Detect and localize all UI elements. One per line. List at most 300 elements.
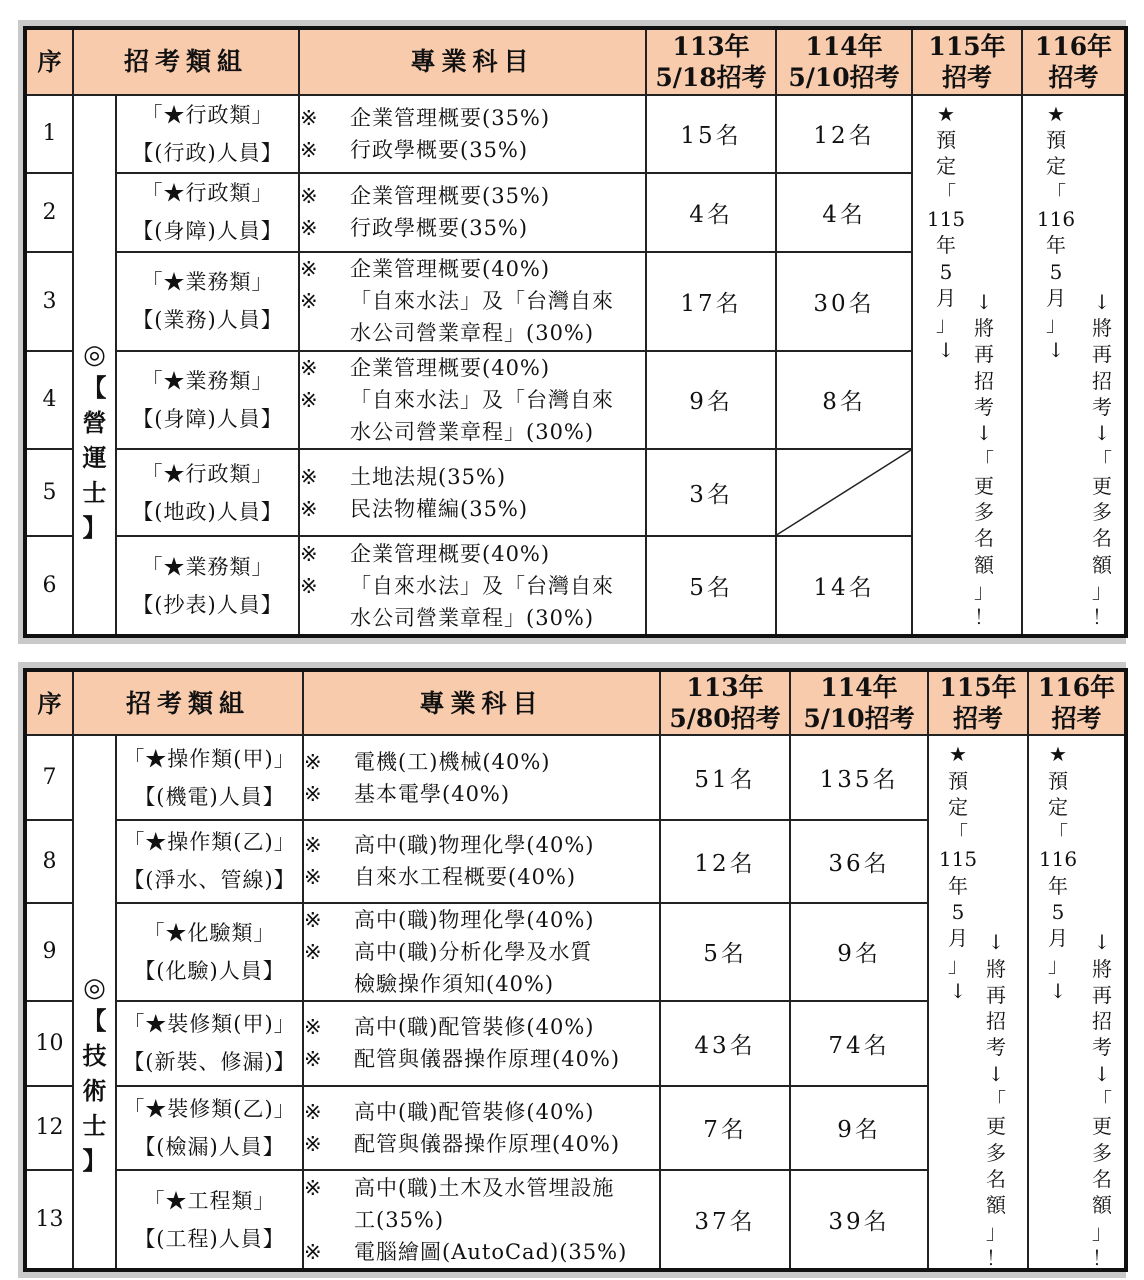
future-note-char-right: ！: [1092, 605, 1113, 630]
subject-line: [304, 1172, 659, 1204]
subject-line: [300, 461, 645, 493]
future-note-char-left: ★: [1047, 101, 1065, 126]
quota-114: 14名: [776, 536, 912, 636]
quota-114: 4名: [776, 173, 912, 252]
reference-mark: ※: [304, 781, 322, 806]
future-note-char-right: 多: [1092, 1140, 1113, 1165]
subject-text: 檢驗操作須知(40%): [354, 971, 555, 996]
future-note-char-right: 「: [974, 447, 995, 472]
subject-line: [304, 861, 659, 893]
group-cell: [116, 820, 303, 903]
future-note-char-right: 多: [986, 1140, 1007, 1165]
future-note-char-left: 」: [936, 312, 957, 337]
future-note-char-left: 年: [948, 873, 969, 898]
future-note-char-left: 定: [1046, 154, 1067, 179]
future-note-char-left: 預: [1048, 768, 1069, 793]
future-note: [913, 97, 1021, 633]
subject-line: [300, 102, 645, 134]
header-115-year: 115年: [928, 31, 1006, 61]
subject-text: 基本電學(40%): [354, 781, 511, 806]
future-note-char-right: 考: [1092, 394, 1113, 419]
subject-line: [304, 936, 659, 968]
future-note-char-right: 招: [986, 1009, 1007, 1034]
reference-mark: ※: [304, 1175, 322, 1200]
future-note-char-left: 定: [948, 794, 969, 819]
reference-mark: ※: [300, 355, 318, 380]
quota-113: 51名: [660, 735, 790, 820]
subject-line: [300, 602, 645, 634]
future-note-char-left: 年: [1048, 873, 1069, 898]
reference-mark: ※: [300, 105, 318, 130]
subjects-cell: [299, 252, 646, 351]
future-note-char-right: 名: [1092, 1166, 1113, 1191]
future-note-char-left: 預: [936, 128, 957, 153]
future-note-char-right: 考: [986, 1035, 1007, 1060]
header-115-year: 115年: [939, 673, 1017, 703]
exam-table-operations: [23, 26, 1128, 638]
subject-text: 民法物權編(35%): [350, 496, 529, 521]
subject-line: [300, 212, 645, 244]
group-role: 【(新裝、修漏)】: [123, 1050, 296, 1075]
future-note-char-right: 」: [1092, 1219, 1113, 1244]
header-113: [646, 28, 776, 95]
quota-113: 5名: [646, 536, 776, 636]
group-role: 【(地政)人員】: [132, 499, 283, 524]
subject-text: 高中(職)土木及水管埋設施: [354, 1175, 615, 1200]
subject-text: 「自來水法」及「台灣自來: [350, 387, 615, 412]
future-note-char-left: 116: [1038, 847, 1078, 872]
header-116-year: 116年: [1037, 673, 1116, 703]
subject-line: [304, 746, 659, 778]
future-note-char-left: 5: [1051, 900, 1065, 924]
row-seq: 1: [25, 95, 73, 174]
subjects-cell: [303, 903, 660, 1002]
subject-line: [300, 538, 645, 570]
future-note-char-right: ！: [974, 605, 995, 630]
future-note-char-left: 5: [1049, 259, 1063, 284]
quota-113: 9名: [646, 351, 776, 450]
header-group: 招考類組: [73, 28, 299, 95]
category-label: [74, 184, 115, 545]
quota-114: 74名: [790, 1001, 928, 1086]
row-seq: 8: [25, 820, 73, 903]
future-note-char-right: ！: [986, 1245, 1007, 1270]
subjects-cell: [299, 536, 646, 636]
reference-mark: ※: [304, 1239, 322, 1264]
future-note-char-right: 將: [1092, 956, 1113, 981]
group-name: 「★行政類」: [141, 181, 274, 206]
future-note-char-left: 定: [1048, 794, 1069, 819]
future-note-char-right: ↓: [1093, 421, 1111, 446]
reference-mark: ※: [304, 865, 322, 890]
subject-text: 水公司營業章程」(30%): [350, 419, 595, 444]
future-note-char-right: 再: [1092, 982, 1113, 1007]
future-note-char-left: ↓: [1047, 338, 1065, 363]
future-note-char-right: 考: [974, 394, 995, 419]
quota-114: 9名: [790, 1086, 928, 1171]
subject-line: [304, 904, 659, 936]
reference-mark: ※: [300, 387, 318, 412]
future-note-char-right: 額: [974, 552, 995, 577]
subject-line: [304, 968, 659, 1000]
header-116: [1028, 670, 1126, 735]
future-note-char-left: 」: [948, 952, 969, 977]
future-note-char-left: 116: [1036, 206, 1076, 231]
group-name: 「★操作類(甲)」: [123, 746, 296, 771]
reference-mark: [300, 602, 350, 634]
category-char: 士: [82, 478, 107, 508]
reference-mark: [304, 1204, 354, 1236]
group-role: 【(工程)人員】: [134, 1226, 285, 1251]
future-note-char-right: 更: [986, 1114, 1007, 1139]
future-note-char-right: 更: [1092, 1114, 1113, 1139]
future-note-char-right: 多: [1092, 500, 1113, 525]
group-name: 「★行政類」: [141, 461, 274, 486]
table-row: [25, 95, 1126, 174]
header-115-label: 招考: [953, 704, 1004, 734]
subject-text: 企業管理概要(35%): [350, 105, 551, 130]
subject-line: [304, 829, 659, 861]
future-note-char-right: 將: [974, 316, 995, 341]
group-cell: [116, 1170, 303, 1270]
group-name: 「★工程類」: [143, 1188, 276, 1213]
future-note-char-right: ↓: [975, 289, 993, 314]
row-seq: 4: [25, 351, 73, 450]
row-seq: 5: [25, 449, 73, 536]
subject-line: [300, 416, 645, 448]
quota-113: 7名: [660, 1086, 790, 1171]
future-note-char-left: 5: [951, 900, 965, 924]
group-role: 【(檢漏)人員】: [134, 1134, 285, 1159]
subject-line: [304, 1011, 659, 1043]
row-seq: 2: [25, 173, 73, 252]
reference-mark: ※: [300, 137, 318, 162]
row-seq: 13: [25, 1170, 73, 1270]
subject-line: [304, 1128, 659, 1160]
future-note-char-right: 多: [974, 500, 995, 525]
group-name: 「★業務類」: [141, 368, 274, 393]
group-role: 【(化驗)人員】: [134, 958, 285, 983]
quota-115-note: [912, 95, 1022, 636]
group-name: 「★操作類(乙)」: [123, 830, 296, 855]
future-note-char-left: 115: [926, 206, 966, 231]
subject-text: 高中(職)配管裝修(40%): [354, 1099, 595, 1124]
subject-text: 「自來水法」及「台灣自來: [350, 289, 615, 314]
subject-line: [300, 134, 645, 166]
future-note-char-left: ↓: [937, 338, 955, 363]
reference-mark: ※: [304, 1047, 322, 1072]
subject-text: 水公司營業章程」(30%): [350, 321, 595, 346]
category-char: 營: [82, 408, 107, 438]
future-note-char-left: 「: [1046, 180, 1067, 205]
subject-text: 行政學概要(35%): [350, 216, 529, 241]
category-char: 】: [82, 1145, 107, 1175]
subject-text: 企業管理概要(40%): [350, 541, 551, 566]
future-note-char-right: 名: [974, 526, 995, 551]
quota-114: 12名: [776, 95, 912, 174]
category-char: 【: [82, 373, 107, 403]
subject-text: 電機(工)機械(40%): [354, 749, 551, 774]
category-char: 士: [82, 1110, 107, 1140]
group-cell: [116, 1001, 303, 1086]
future-note-char-right: ↓: [987, 1061, 1005, 1086]
future-note-char-right: ↓: [1093, 1061, 1111, 1086]
category-cell: [73, 95, 116, 636]
future-note-char-left: ★: [937, 101, 955, 126]
subject-text: 自來水工程概要(40%): [354, 865, 577, 890]
future-note-char-right: 額: [1092, 1193, 1113, 1218]
future-note-char-left: 年: [936, 233, 957, 258]
group-name: 「★裝修類(甲)」: [123, 1012, 296, 1037]
diagonal-slash: [777, 450, 911, 535]
category-char: 技: [82, 1040, 107, 1070]
future-note-char-right: 招: [1092, 368, 1113, 393]
subjects-cell: [299, 95, 646, 174]
subject-text: 電腦繪圖(AutoCad)(35%): [354, 1239, 628, 1264]
subject-text: 高中(職)分析化學及水質: [354, 939, 593, 964]
header-115-label: 招考: [942, 62, 993, 92]
subject-line: [304, 1236, 659, 1268]
group-cell: [116, 252, 299, 351]
header-114-date: 5/10招考: [788, 62, 900, 92]
subject-line: [304, 1096, 659, 1128]
group-role: 【(身障)人員】: [132, 219, 283, 244]
group-cell: [116, 449, 299, 536]
quota-114: 39名: [790, 1170, 928, 1270]
subject-line: [300, 570, 645, 602]
reference-mark: ※: [300, 496, 318, 521]
future-note-char-left: 「: [948, 821, 969, 846]
future-note-char-right: ↓: [1093, 930, 1111, 955]
subjects-cell: [299, 173, 646, 252]
quota-116-note: [1028, 735, 1126, 1270]
future-note-char-right: 招: [1092, 1009, 1113, 1034]
reference-mark: [300, 416, 350, 448]
future-note-char-right: 名: [986, 1166, 1007, 1191]
quota-113: 12名: [660, 820, 790, 903]
category-cell: [73, 735, 116, 1270]
future-note-char-right: 額: [1092, 552, 1113, 577]
quota-113: 37名: [660, 1170, 790, 1270]
row-seq: 3: [25, 252, 73, 351]
future-note-char-right: 」: [974, 579, 995, 604]
subjects-cell: [303, 1001, 660, 1086]
future-note-char-left: 年: [1046, 233, 1067, 258]
subject-text: 高中(職)物理化學(40%): [354, 907, 595, 932]
category-symbol: ◎: [83, 340, 106, 371]
subject-text: 高中(職)配管裝修(40%): [354, 1015, 595, 1040]
subjects-cell: [303, 820, 660, 903]
category-label: [74, 827, 115, 1178]
header-114-year: 114年: [805, 31, 883, 61]
subject-text: 工(35%): [354, 1207, 445, 1232]
future-note-char-right: 」: [986, 1219, 1007, 1244]
subject-line: [300, 384, 645, 416]
future-note-char-right: 「: [986, 1088, 1007, 1112]
reference-mark: [304, 968, 354, 1000]
group-cell: [116, 536, 299, 636]
quota-113: 5名: [660, 903, 790, 1002]
header-114: [790, 670, 928, 735]
subject-line: [304, 778, 659, 810]
reference-mark: ※: [300, 257, 318, 282]
subject-line: [304, 1204, 659, 1236]
quota-114: 36名: [790, 820, 928, 903]
group-cell: [116, 351, 299, 450]
subject-line: [300, 317, 645, 349]
reference-mark: ※: [300, 289, 318, 314]
group-name: 「★行政類」: [141, 102, 274, 127]
table-header-row: [25, 28, 1126, 95]
subjects-cell: [303, 1086, 660, 1171]
future-note-char-left: 「: [1048, 821, 1069, 846]
future-note: [1023, 97, 1124, 633]
future-note-char-left: 5: [939, 259, 953, 284]
reference-mark: ※: [304, 1099, 322, 1124]
reference-mark: [300, 317, 350, 349]
future-note-char-left: 預: [948, 768, 969, 793]
future-note-char-right: ↓: [975, 421, 993, 446]
group-name: 「★業務類」: [141, 270, 274, 295]
future-note-char-left: 月: [948, 926, 969, 951]
header-116-year: 116年: [1034, 31, 1113, 61]
group-role: 【(業務)人員】: [132, 308, 283, 333]
quota-113: 17名: [646, 252, 776, 351]
subject-line: [300, 180, 645, 212]
quota-114: 9名: [790, 903, 928, 1002]
future-note: [929, 737, 1027, 1270]
category-char: 術: [82, 1075, 107, 1105]
subjects-cell: [303, 735, 660, 820]
quota-113: 3名: [646, 449, 776, 536]
header-116-label: 招考: [1051, 704, 1102, 734]
header-115: [928, 670, 1028, 735]
subject-line: [300, 352, 645, 384]
subject-text: 土地法規(35%): [350, 464, 507, 489]
reference-mark: ※: [300, 464, 318, 489]
header-113-date: 5/80招考: [669, 704, 781, 734]
future-note-char-left: 月: [936, 285, 957, 310]
future-note-char-right: 再: [1092, 342, 1113, 367]
future-note: [1029, 737, 1124, 1270]
row-seq: 9: [25, 903, 73, 1002]
future-note-char-left: ★: [949, 742, 967, 767]
table-row: [25, 735, 1126, 820]
group-role: 【(抄表)人員】: [132, 592, 283, 617]
header-115: [912, 28, 1022, 95]
subject-line: [304, 1043, 659, 1075]
subject-text: 行政學概要(35%): [350, 137, 529, 162]
future-note-char-right: 招: [974, 368, 995, 393]
group-role: 【(行政)人員】: [132, 140, 283, 165]
quota-114: 8名: [776, 351, 912, 450]
future-note-char-right: 將: [1092, 316, 1113, 341]
header-113: [660, 670, 790, 735]
group-name: 「★化驗類」: [143, 920, 276, 945]
header-group: 招考類組: [73, 670, 303, 735]
subject-text: 配管與儀器操作原理(40%): [354, 1131, 621, 1156]
reference-mark: ※: [304, 939, 322, 964]
future-note-char-right: 再: [986, 982, 1007, 1007]
reference-mark: ※: [304, 1131, 322, 1156]
group-role: 【(身障)人員】: [132, 406, 283, 431]
subject-text: 「自來水法」及「台灣自來: [350, 573, 615, 598]
header-116: [1022, 28, 1126, 95]
subjects-cell: [299, 351, 646, 450]
table-header-row: [25, 670, 1126, 735]
future-note-char-right: ↓: [987, 930, 1005, 955]
header-subjects: 專業科目: [299, 28, 646, 95]
group-name: 「★業務類」: [141, 554, 274, 579]
quota-113: 15名: [646, 95, 776, 174]
header-seq: 序: [25, 670, 73, 735]
reference-mark: ※: [300, 216, 318, 241]
group-cell: [116, 95, 299, 174]
future-note-char-right: 更: [974, 473, 995, 498]
group-role: 【(淨水、管線)】: [123, 868, 296, 893]
subject-line: [300, 493, 645, 525]
row-seq: 10: [25, 1001, 73, 1086]
header-114-date: 5/10招考: [803, 704, 915, 734]
row-seq: 7: [25, 735, 73, 820]
future-note-char-right: 將: [986, 956, 1007, 981]
header-113-year: 113年: [672, 31, 750, 61]
header-114-year: 114年: [820, 673, 898, 703]
group-role: 【(機電)人員】: [134, 784, 285, 809]
future-note-char-left: ↓: [1049, 978, 1067, 1003]
quota-114: 135名: [790, 735, 928, 820]
row-seq: 12: [25, 1086, 73, 1171]
category-char: 運: [82, 443, 107, 473]
quota-114: 30名: [776, 252, 912, 351]
future-note-char-right: 額: [986, 1193, 1007, 1218]
exam-table-frame-operations: [18, 20, 1126, 644]
subjects-cell: [303, 1170, 660, 1270]
future-note-char-right: 」: [1092, 579, 1113, 604]
reference-mark: ※: [304, 1015, 322, 1040]
future-note-char-left: 定: [936, 154, 957, 179]
subject-text: 企業管理概要(40%): [350, 355, 551, 380]
category-char: 】: [82, 513, 107, 543]
quota-113: 43名: [660, 1001, 790, 1086]
future-note-char-left: 115: [938, 847, 978, 872]
reference-mark: ※: [304, 907, 322, 932]
quota-113: 4名: [646, 173, 776, 252]
future-note-char-left: ↓: [949, 978, 967, 1003]
subject-text: 企業管理概要(40%): [350, 257, 551, 282]
category-char: 【: [82, 1005, 107, 1035]
header-subjects: 專業科目: [303, 670, 660, 735]
subject-line: [300, 253, 645, 285]
reference-mark: ※: [304, 749, 322, 774]
category-symbol: ◎: [83, 972, 106, 1003]
quota-115-note: [928, 735, 1028, 1270]
future-note-char-right: ！: [1092, 1245, 1113, 1270]
future-note-char-right: ↓: [1093, 289, 1111, 314]
future-note-char-left: 「: [936, 180, 957, 205]
group-cell: [116, 1086, 303, 1171]
header-114: [776, 28, 912, 95]
header-113-year: 113年: [686, 673, 764, 703]
subject-text: 配管與儀器操作原理(40%): [354, 1047, 621, 1072]
group-cell: [116, 903, 303, 1002]
future-note-char-right: 更: [1092, 473, 1113, 498]
row-seq: 6: [25, 536, 73, 636]
subject-text: 企業管理概要(35%): [350, 184, 551, 209]
future-note-char-left: 月: [1046, 285, 1067, 310]
reference-mark: ※: [300, 184, 318, 209]
group-cell: [116, 735, 303, 820]
